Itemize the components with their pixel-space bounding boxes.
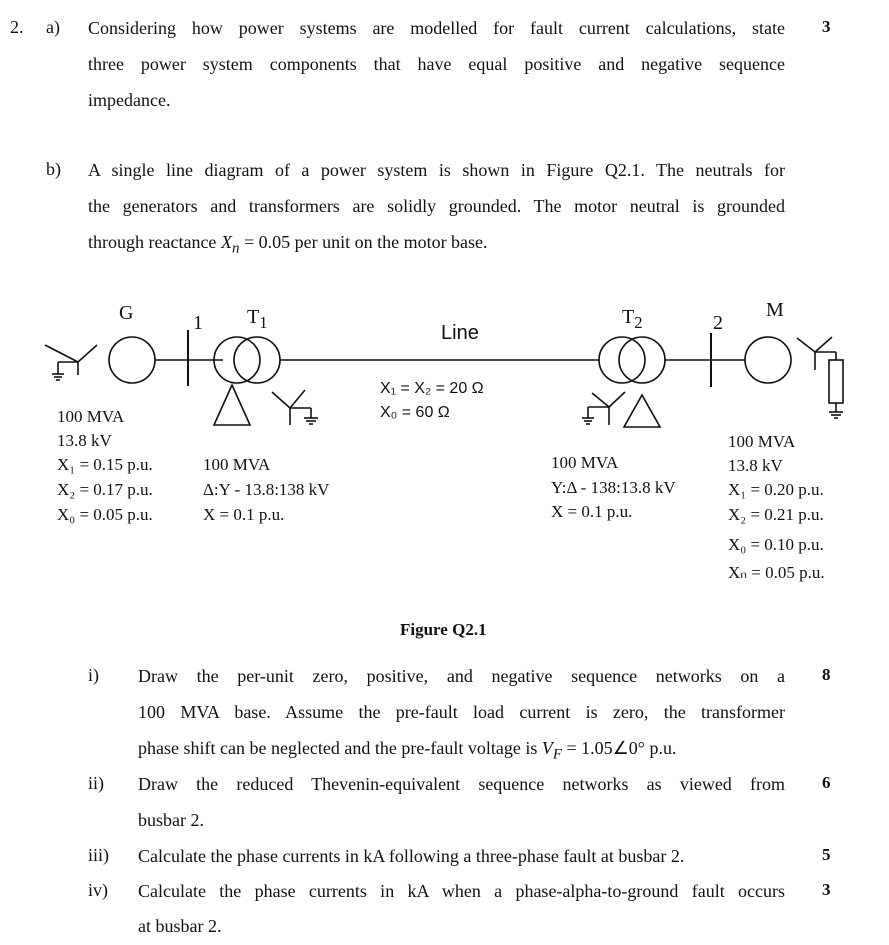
generator-data: X₂ = 0.17 p.u. — [57, 480, 153, 499]
part-ii-line: busbar 2. — [138, 810, 204, 830]
subscript: 2 — [634, 313, 643, 332]
t2-delta-icon — [624, 395, 660, 427]
motor-data: X₁ = 0.20 p.u. — [728, 480, 824, 499]
motor-data: 100 MVA — [728, 432, 796, 451]
t2-data: Y:Δ - 138:13.8 kV — [551, 478, 676, 497]
part-i-line: Draw the per-unit zero, positive, and negative sequence networks on a — [138, 666, 785, 686]
math-symbol: V — [541, 738, 553, 758]
question-number: 2. — [10, 17, 24, 37]
marks: 3 — [822, 17, 831, 36]
math-subscript: n — [231, 240, 240, 257]
generator-label: G — [119, 302, 134, 324]
motor-icon — [745, 337, 791, 383]
t2-winding — [599, 337, 645, 383]
t2-data: X = 0.1 p.u. — [551, 502, 633, 521]
bus-1-label: 1 — [193, 312, 203, 334]
part-a-line: Considering how power systems are modelled for fault current calculations, state — [88, 18, 785, 38]
t2-data: 100 MVA — [551, 453, 619, 472]
t1-label — [247, 307, 268, 333]
marks: 8 — [822, 665, 831, 684]
motor-data: 13.8 kV — [728, 456, 783, 475]
text: T — [247, 306, 260, 328]
motor-label: M — [766, 299, 784, 321]
motor-wye-reactance-ground-icon — [797, 337, 843, 418]
generator-icon — [109, 337, 155, 383]
figure-caption: Figure Q2.1 — [400, 620, 487, 639]
motor-data: Xₙ = 0.05 p.u. — [728, 563, 825, 582]
part-a-label: a) — [46, 17, 60, 37]
text: phase shift can be neglected and the pre-fault voltage is — [138, 738, 538, 758]
math-subscript: F — [552, 746, 563, 763]
t1-data: X = 0.1 p.u. — [203, 505, 285, 524]
part-iii-label: iii) — [88, 845, 109, 865]
part-a-line: three power system components that have equal positive and negative sequence — [88, 54, 785, 74]
part-iii-line: Calculate the phase currents in kA following a three-phase fault at busbar 2. — [138, 846, 685, 866]
text: T — [622, 306, 635, 328]
t2-winding — [619, 337, 665, 383]
t2-label — [622, 307, 643, 333]
marks: 6 — [822, 773, 831, 792]
line-label: Line — [441, 322, 479, 344]
subscript: 1 — [259, 313, 268, 332]
text: p.u. — [645, 738, 677, 758]
marks: 3 — [822, 880, 831, 899]
math-value: = 1.05∠0° — [562, 738, 646, 758]
motor-data: X₀ = 0.10 p.u. — [728, 535, 824, 554]
marks: 5 — [822, 845, 831, 864]
generator-data: X₀ = 0.05 p.u. — [57, 505, 153, 524]
part-b-label: b) — [46, 159, 61, 179]
part-iv-line: Calculate the phase currents in kA when a phase-alpha-to-ground fault occurs — [138, 881, 785, 901]
generator-data: 13.8 kV — [57, 431, 112, 450]
part-ii-label: ii) — [88, 773, 104, 793]
math-symbol: X — [220, 232, 232, 252]
t1-wye-ground-icon — [272, 390, 318, 425]
part-iv-line: at busbar 2. — [138, 916, 222, 936]
t1-data: Δ:Y - 13.8:138 kV — [203, 480, 330, 499]
text: through reactance — [88, 232, 217, 252]
part-i-line-3 — [138, 737, 677, 766]
t1-data: 100 MVA — [203, 455, 271, 474]
part-b-line: the generators and transformers are solidly grounded. The motor neutral is grounded — [88, 196, 785, 216]
t2-wye-ground-icon — [582, 392, 625, 425]
part-iv-label: iv) — [88, 880, 108, 900]
part-i-label: i) — [88, 665, 99, 685]
motor-data: X₂ = 0.21 p.u. — [728, 505, 824, 524]
line-data: X₁ = X₂ = 20 Ω — [380, 380, 484, 397]
part-b-line: A single line diagram of a power system is shown in Figure Q2.1. The neutrals for — [88, 160, 785, 180]
generator-data: X₁ = 0.15 p.u. — [57, 455, 153, 474]
part-a-line: impedance. — [88, 90, 171, 110]
part-i-line: 100 MVA base. Assume the pre-fault load current is zero, the transformer — [138, 702, 785, 722]
text: = 0.05 per unit on the motor base. — [239, 232, 488, 252]
line-data: X₀ = 60 Ω — [380, 404, 450, 421]
generator-data: 100 MVA — [57, 407, 125, 426]
t1-winding — [234, 337, 280, 383]
generator-wye-ground-icon — [45, 345, 97, 380]
part-ii-line: Draw the reduced Thevenin-equivalent sequence networks as viewed from — [138, 774, 785, 794]
bus-2-label: 2 — [713, 312, 723, 334]
t1-delta-icon — [214, 385, 250, 425]
